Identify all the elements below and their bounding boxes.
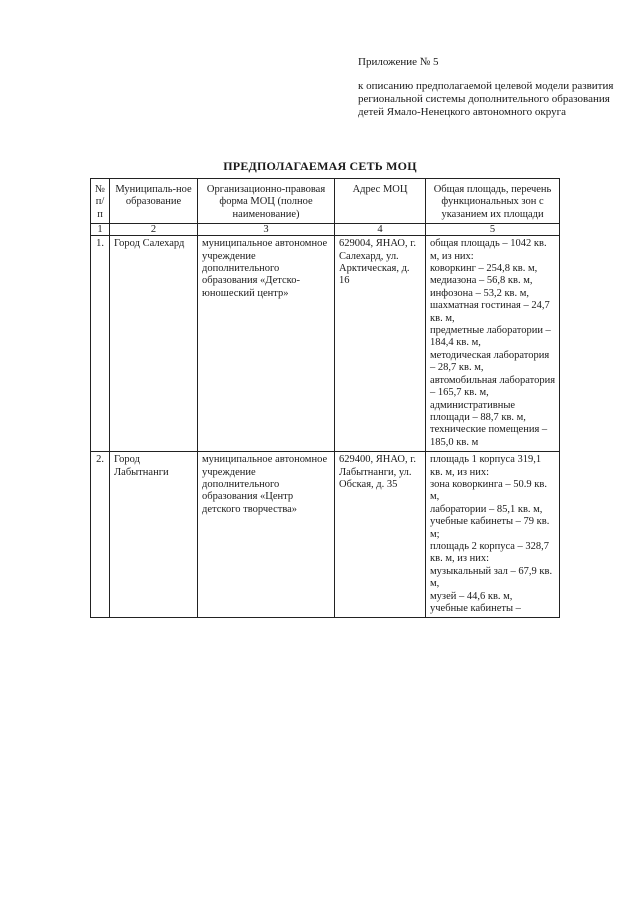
row-zones <box>426 452 560 618</box>
row-organization: муниципальное автономное учреждение дополнительного образования «Центр детского творчества» <box>198 452 335 618</box>
zone-item: коворкинг – 254,8 кв. м, <box>430 263 538 275</box>
zone-item: предметные лаборатории – 184,4 кв. м, <box>430 325 551 349</box>
row-municipality: Город Салехард <box>110 236 198 452</box>
column-number: 2 <box>110 224 198 236</box>
row-municipality: Город Лабытнанги <box>110 452 198 618</box>
zone-item: музей – 44,6 кв. м, <box>430 590 513 602</box>
document-title: ПРЕДПОЛАГАЕМАЯ СЕТЬ МОЦ <box>223 159 417 173</box>
zone-item: площадь 1 корпуса 319,1 кв. м, из них: <box>430 454 542 478</box>
row-zones <box>426 236 560 452</box>
zone-item: музыкальный зал – 67,9 кв. м, <box>430 565 553 590</box>
network-table <box>90 178 560 618</box>
row-number: 1. <box>91 236 110 452</box>
column-number: 4 <box>335 224 426 236</box>
zone-item: учебные кабинеты – 79 кв. м; <box>430 516 550 540</box>
zone-item: общая площадь – 1042 кв. м, из них: <box>430 238 547 262</box>
zone-item: шахматная гостиная – 24,7 кв. м, <box>430 300 550 324</box>
row-address: 629004, ЯНАО, г. Салехард, ул. Арктическая, д. 16 <box>335 236 426 452</box>
zone-item: медиазона – 56,8 кв. м, <box>430 275 533 287</box>
row-number: 2. <box>91 452 110 618</box>
zone-item: площадь 2 корпуса – 328,7 кв. м, из них: <box>430 540 550 565</box>
appendix-text: к описанию предполагаемой целевой модели развития региональной системы дополнительного образования детей Ямало-Ненецкого автономного округа <box>358 80 614 118</box>
table-row <box>91 452 560 618</box>
zone-item: технические помещения – 185,0 кв. м <box>430 424 548 448</box>
header-organization: Организационно-правовая форма МОЦ (полное наименование) <box>198 179 335 224</box>
zone-item: зона коворкинга – 50.9 кв. м, <box>430 478 547 503</box>
column-number: 1 <box>91 224 110 236</box>
header-zones: Общая площадь, перечень функциональных зон с указанием их площади <box>426 179 560 224</box>
column-number: 5 <box>426 224 560 236</box>
row-address: 629400, ЯНАО, г. Лабытнанги, ул. Обская, д. 35 <box>335 452 426 618</box>
column-number-row <box>91 224 560 236</box>
table-row <box>91 236 560 452</box>
appendix-number: Приложение № 5 <box>358 56 439 68</box>
zone-item: автомобильная лаборатория – 165,7 кв. м, <box>430 374 556 399</box>
zone-item: лаборатории – 85,1 кв. м, <box>430 503 543 515</box>
zone-item: учебные кабинеты – <box>430 603 521 614</box>
zone-item: инфозона – 53,2 кв. м, <box>430 287 530 299</box>
table-header-row <box>91 179 560 224</box>
column-number: 3 <box>198 224 335 236</box>
header-municipality: Муниципаль-ное образование <box>110 179 198 224</box>
zone-item: методическая лаборатория – 28,7 кв. м, <box>430 349 550 374</box>
header-number: № п/п <box>91 179 110 224</box>
appendix-note <box>358 56 628 119</box>
zone-item: административные площади – 88,7 кв. м, <box>430 399 526 423</box>
row-organization: муниципальное автономное учреждение дополнительного образования «Детско-юношеский центр» <box>198 236 335 452</box>
header-address: Адрес МОЦ <box>335 179 426 224</box>
